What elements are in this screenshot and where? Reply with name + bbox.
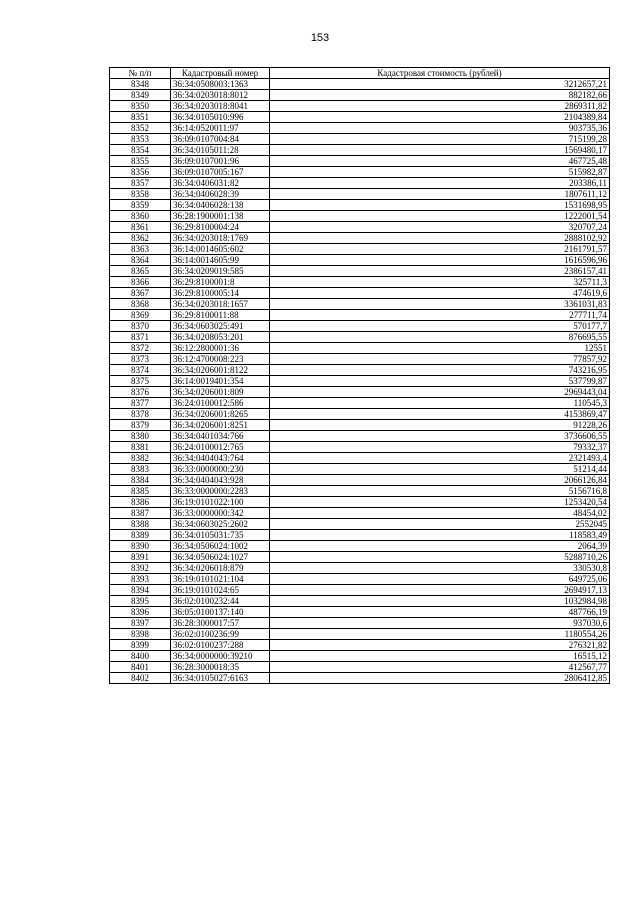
cell-cadastral-value: 110545,3	[270, 398, 610, 409]
cell-cadastral-number: 36:19:0101022:100	[171, 497, 270, 508]
cell-cadastral-value: 2161791,57	[270, 244, 610, 255]
cell-index: 8352	[110, 123, 171, 134]
cell-cadastral-value: 882182,66	[270, 90, 610, 101]
cell-cadastral-value: 5288710,26	[270, 552, 610, 563]
cell-cadastral-number: 36:02:0100237:288	[171, 640, 270, 651]
cell-index: 8392	[110, 563, 171, 574]
table-row	[110, 398, 610, 409]
cell-cadastral-number: 36:34:0000000:39210	[171, 651, 270, 662]
cell-cadastral-number: 36:34:0206018:879	[171, 563, 270, 574]
table-row	[110, 145, 610, 156]
cell-index: 8355	[110, 156, 171, 167]
cell-index: 8366	[110, 277, 171, 288]
cell-index: 8359	[110, 200, 171, 211]
cell-cadastral-value: 876695,55	[270, 332, 610, 343]
cell-cadastral-value: 467725,48	[270, 156, 610, 167]
cell-index: 8386	[110, 497, 171, 508]
cell-index: 8374	[110, 365, 171, 376]
cell-index: 8358	[110, 189, 171, 200]
table-row	[110, 222, 610, 233]
cell-cadastral-value: 1531698,95	[270, 200, 610, 211]
table-row	[110, 662, 610, 673]
table-row	[110, 453, 610, 464]
cell-index: 8402	[110, 673, 171, 684]
cell-cadastral-number: 36:05:0100137:140	[171, 607, 270, 618]
cell-cadastral-number: 36:34:0506024:1002	[171, 541, 270, 552]
cell-cadastral-number: 36:19:0101021:104	[171, 574, 270, 585]
cell-cadastral-number: 36:34:0203018:1657	[171, 299, 270, 310]
cell-cadastral-number: 36:34:0406031:82	[171, 178, 270, 189]
cell-index: 8383	[110, 464, 171, 475]
cell-cadastral-number: 36:24:0100012:765	[171, 442, 270, 453]
cell-cadastral-value: 2888102,92	[270, 233, 610, 244]
cell-cadastral-value: 1807611,12	[270, 189, 610, 200]
cell-cadastral-value: 937030,6	[270, 618, 610, 629]
cell-index: 8395	[110, 596, 171, 607]
table-row	[110, 134, 610, 145]
table-row	[110, 497, 610, 508]
cell-index: 8371	[110, 332, 171, 343]
cell-cadastral-number: 36:14:0520011:97	[171, 123, 270, 134]
cell-cadastral-value: 2806412,85	[270, 673, 610, 684]
cell-index: 8356	[110, 167, 171, 178]
cell-cadastral-number: 36:09:0107004:84	[171, 134, 270, 145]
cell-index: 8350	[110, 101, 171, 112]
cell-index: 8401	[110, 662, 171, 673]
cell-cadastral-number: 36:34:0506024:1027	[171, 552, 270, 563]
table-row	[110, 552, 610, 563]
cell-cadastral-number: 36:34:0404043:928	[171, 475, 270, 486]
cell-cadastral-number: 36:34:0406028:138	[171, 200, 270, 211]
cell-cadastral-value: 537799,87	[270, 376, 610, 387]
cell-cadastral-value: 51214,44	[270, 464, 610, 475]
cell-cadastral-number: 36:34:0208053:201	[171, 332, 270, 343]
cell-index: 8399	[110, 640, 171, 651]
cell-cadastral-number: 36:34:0203018:1769	[171, 233, 270, 244]
cell-cadastral-value: 3361031,83	[270, 299, 610, 310]
cell-cadastral-value: 2064,39	[270, 541, 610, 552]
cell-cadastral-number: 36:33:0000000:2283	[171, 486, 270, 497]
cell-cadastral-value: 276321,82	[270, 640, 610, 651]
cell-index: 8384	[110, 475, 171, 486]
cell-cadastral-value: 2969443,04	[270, 387, 610, 398]
cell-cadastral-number: 36:28:3000018:35	[171, 662, 270, 673]
cell-cadastral-number: 36:34:0105011:28	[171, 145, 270, 156]
cell-index: 8377	[110, 398, 171, 409]
cell-index: 8381	[110, 442, 171, 453]
cell-cadastral-value: 325711,3	[270, 277, 610, 288]
table-row	[110, 255, 610, 266]
cell-index: 8373	[110, 354, 171, 365]
cell-cadastral-value: 570177,7	[270, 321, 610, 332]
table-header-row	[110, 68, 610, 79]
cell-cadastral-number: 36:34:0105010:996	[171, 112, 270, 123]
cell-cadastral-number: 36:34:0603025:2602	[171, 519, 270, 530]
cell-cadastral-value: 474619,6	[270, 288, 610, 299]
table-row	[110, 233, 610, 244]
table-row	[110, 332, 610, 343]
cell-cadastral-value: 1222001,54	[270, 211, 610, 222]
table-row	[110, 123, 610, 134]
cell-cadastral-value: 487766,19	[270, 607, 610, 618]
cadastral-value-table	[109, 67, 610, 684]
table-row	[110, 508, 610, 519]
cell-index: 8375	[110, 376, 171, 387]
cell-index: 8349	[110, 90, 171, 101]
cell-cadastral-number: 36:14:0014605:99	[171, 255, 270, 266]
cell-cadastral-number: 36:24:0100012:586	[171, 398, 270, 409]
cell-index: 8365	[110, 266, 171, 277]
cell-index: 8361	[110, 222, 171, 233]
cell-index: 8387	[110, 508, 171, 519]
cell-index: 8379	[110, 420, 171, 431]
cell-cadastral-value: 5156716,8	[270, 486, 610, 497]
cell-cadastral-value: 77857,92	[270, 354, 610, 365]
cell-index: 8382	[110, 453, 171, 464]
cell-index: 8348	[110, 79, 171, 90]
table-row	[110, 442, 610, 453]
table-row	[110, 640, 610, 651]
cell-cadastral-value: 1032984,98	[270, 596, 610, 607]
cell-index: 8369	[110, 310, 171, 321]
cell-cadastral-value: 2386157,41	[270, 266, 610, 277]
cell-cadastral-value: 2869311,82	[270, 101, 610, 112]
cell-cadastral-value: 1180554,26	[270, 629, 610, 640]
cell-cadastral-number: 36:33:0000000:342	[171, 508, 270, 519]
cell-index: 8370	[110, 321, 171, 332]
table-row	[110, 354, 610, 365]
cell-cadastral-number: 36:29:8100005:14	[171, 288, 270, 299]
table-row	[110, 189, 610, 200]
table-row	[110, 574, 610, 585]
table-row	[110, 585, 610, 596]
cell-index: 8360	[110, 211, 171, 222]
cell-cadastral-value: 16515,12	[270, 651, 610, 662]
cell-index: 8397	[110, 618, 171, 629]
cell-cadastral-number: 36:14:0014605:602	[171, 244, 270, 255]
table-row	[110, 200, 610, 211]
cell-index: 8363	[110, 244, 171, 255]
cell-cadastral-number: 36:34:0105031:735	[171, 530, 270, 541]
table-row	[110, 321, 610, 332]
cell-cadastral-number: 36:34:0406028:39	[171, 189, 270, 200]
table-body	[110, 79, 610, 684]
table-row	[110, 299, 610, 310]
cell-cadastral-number: 36:34:0206001:8251	[171, 420, 270, 431]
table-row	[110, 112, 610, 123]
cell-cadastral-value: 3736606,55	[270, 431, 610, 442]
cell-index: 8380	[110, 431, 171, 442]
cell-cadastral-number: 36:34:0206001:809	[171, 387, 270, 398]
cell-cadastral-value: 649725,06	[270, 574, 610, 585]
cell-cadastral-value: 2552045	[270, 519, 610, 530]
table-row	[110, 101, 610, 112]
table-row	[110, 519, 610, 530]
cell-index: 8378	[110, 409, 171, 420]
header-cadastral-number: Кадастровый номер	[171, 68, 270, 79]
table-row	[110, 266, 610, 277]
cell-index: 8367	[110, 288, 171, 299]
header-index: № п/п	[110, 68, 171, 79]
cell-cadastral-number: 36:28:3000017:57	[171, 618, 270, 629]
table-row	[110, 211, 610, 222]
cell-cadastral-number: 36:34:0203018:8012	[171, 90, 270, 101]
cell-cadastral-number: 36:34:0404043:764	[171, 453, 270, 464]
cell-cadastral-number: 36:34:0203018:8041	[171, 101, 270, 112]
cell-cadastral-value: 3212657,21	[270, 79, 610, 90]
table-row	[110, 365, 610, 376]
table-row	[110, 651, 610, 662]
cell-cadastral-number: 36:28:1900001:138	[171, 211, 270, 222]
cell-cadastral-value: 715199,28	[270, 134, 610, 145]
cell-cadastral-value: 903735,36	[270, 123, 610, 134]
cell-index: 8372	[110, 343, 171, 354]
table-row	[110, 420, 610, 431]
table-row	[110, 541, 610, 552]
cell-index: 8396	[110, 607, 171, 618]
table-row	[110, 90, 610, 101]
cell-cadastral-number: 36:14:0019401:354	[171, 376, 270, 387]
cell-cadastral-number: 36:34:0209019:585	[171, 266, 270, 277]
table-row	[110, 277, 610, 288]
cell-cadastral-value: 277711,74	[270, 310, 610, 321]
cell-cadastral-number: 36:19:0101024:65	[171, 585, 270, 596]
cell-cadastral-number: 36:34:0105027:6163	[171, 673, 270, 684]
cell-cadastral-number: 36:34:0206001:8265	[171, 409, 270, 420]
table-row	[110, 475, 610, 486]
table-row	[110, 310, 610, 321]
cell-cadastral-value: 2321493,4	[270, 453, 610, 464]
cell-index: 8394	[110, 585, 171, 596]
cell-index: 8390	[110, 541, 171, 552]
cell-index: 8368	[110, 299, 171, 310]
table-row	[110, 156, 610, 167]
cell-cadastral-value: 330530,8	[270, 563, 610, 574]
page-number: 153	[310, 32, 330, 44]
cell-index: 8398	[110, 629, 171, 640]
cell-cadastral-value: 743216,95	[270, 365, 610, 376]
cell-cadastral-value: 79332,37	[270, 442, 610, 453]
cell-cadastral-value: 1569480,17	[270, 145, 610, 156]
cell-cadastral-value: 91228,26	[270, 420, 610, 431]
cell-cadastral-value: 48454,02	[270, 508, 610, 519]
table-row	[110, 673, 610, 684]
table-row	[110, 486, 610, 497]
cell-index: 8391	[110, 552, 171, 563]
cell-cadastral-number: 36:12:2800001:36	[171, 343, 270, 354]
cell-cadastral-number: 36:02:0100232:44	[171, 596, 270, 607]
cell-cadastral-number: 36:34:0206001:8122	[171, 365, 270, 376]
table-row	[110, 387, 610, 398]
cell-index: 8393	[110, 574, 171, 585]
table-row	[110, 596, 610, 607]
cell-cadastral-number: 36:29:8100001:8	[171, 277, 270, 288]
table-row	[110, 629, 610, 640]
cell-cadastral-number: 36:09:0107001:96	[171, 156, 270, 167]
table-row	[110, 79, 610, 90]
table-row	[110, 376, 610, 387]
cell-cadastral-number: 36:09:0107005:167	[171, 167, 270, 178]
cell-cadastral-value: 118583,49	[270, 530, 610, 541]
cell-cadastral-value: 2066126,84	[270, 475, 610, 486]
table-row	[110, 288, 610, 299]
cell-index: 8364	[110, 255, 171, 266]
cell-cadastral-value: 203386,11	[270, 178, 610, 189]
cell-cadastral-number: 36:34:0603025:491	[171, 321, 270, 332]
cell-cadastral-value: 2104389,84	[270, 112, 610, 123]
cell-index: 8388	[110, 519, 171, 530]
cell-cadastral-number: 36:02:0100236:99	[171, 629, 270, 640]
table-row	[110, 607, 610, 618]
cell-cadastral-number: 36:29:8100004:24	[171, 222, 270, 233]
cell-cadastral-number: 36:12:4700008:223	[171, 354, 270, 365]
table-row	[110, 563, 610, 574]
cell-index: 8362	[110, 233, 171, 244]
table-row	[110, 409, 610, 420]
cell-cadastral-number: 36:34:0401034:766	[171, 431, 270, 442]
cell-index: 8400	[110, 651, 171, 662]
table-row	[110, 244, 610, 255]
cell-cadastral-number: 36:34:0508003:1363	[171, 79, 270, 90]
cell-index: 8389	[110, 530, 171, 541]
cell-index: 8357	[110, 178, 171, 189]
table-row	[110, 167, 610, 178]
cell-cadastral-value: 515982,87	[270, 167, 610, 178]
cell-cadastral-value: 1253420,54	[270, 497, 610, 508]
table-row	[110, 530, 610, 541]
cell-index: 8354	[110, 145, 171, 156]
cell-cadastral-number: 36:33:0000000:230	[171, 464, 270, 475]
header-cadastral-value: Кадастровая стоимость (рублей)	[270, 68, 610, 79]
cell-index: 8351	[110, 112, 171, 123]
table-row	[110, 343, 610, 354]
cell-index: 8385	[110, 486, 171, 497]
table-row	[110, 431, 610, 442]
table-row	[110, 464, 610, 475]
cell-cadastral-value: 4153869,47	[270, 409, 610, 420]
cell-index: 8353	[110, 134, 171, 145]
table-row	[110, 178, 610, 189]
cell-index: 8376	[110, 387, 171, 398]
cell-cadastral-value: 1616596,96	[270, 255, 610, 266]
table-row	[110, 618, 610, 629]
cell-cadastral-value: 412567,77	[270, 662, 610, 673]
cell-cadastral-value: 2694917,13	[270, 585, 610, 596]
cell-cadastral-value: 320707,24	[270, 222, 610, 233]
cell-cadastral-number: 36:29:8100011:88	[171, 310, 270, 321]
cell-cadastral-value: 12551	[270, 343, 610, 354]
